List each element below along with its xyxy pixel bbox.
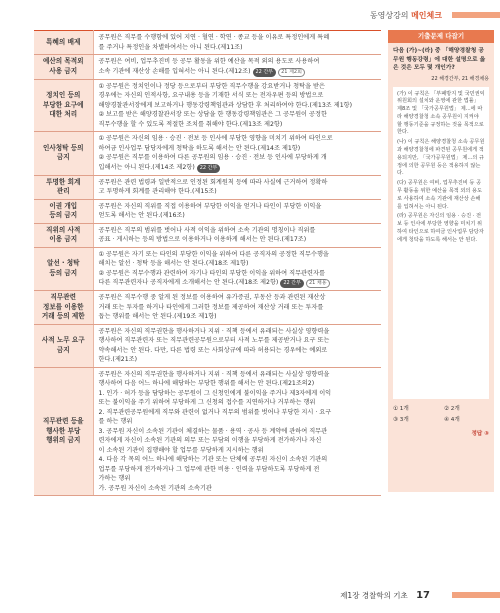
row-content-line: 공무원은 자신의 직무권한을 행사하거나 지위 · 직책 등에서 유래되는 사실상 영향력을 <box>98 327 330 335</box>
row-content <box>93 31 381 55</box>
row-content-line: 하여금 인사업무 담당자에게 청탁을 하도록 해서는 안 된다.(제14조 제1항) <box>98 144 301 152</box>
table-row <box>34 247 381 291</box>
row-label-line: 이권 개입 <box>49 201 78 210</box>
row-label-line: 금지 <box>56 153 70 162</box>
row-label-line: 직위의 사적 <box>46 225 81 234</box>
table-row <box>34 324 381 367</box>
choice-ra: (라) 공무원은 자신의 임용 · 승진 · 전보 등 인사에 부당한 영향을 미치기 위하여 타인으로 하여금 인사업무 담당자에게 청탁을 하도록 해서는 안 된다. <box>397 213 484 243</box>
row-label-line: 특혜의 배제 <box>46 37 81 46</box>
row-content-line: 행사하여 다음 어느 하나에 해당하는 부당한 행위를 해서는 안 된다.(제21조의2) <box>98 380 315 387</box>
row-content-line: 4. 다음 각 목의 어느 하나에 해당하는 기관 또는 단체에 공무원 자신이 소속된 기관의 <box>98 456 328 463</box>
table-row <box>34 132 381 176</box>
row-content-line: 거래 또는 투자를 하거나 타인에게 그러한 정보를 제공하여 재산상 거래 또는 투자를 <box>98 303 324 311</box>
row-label-line: 부당한 요구에 <box>42 100 84 109</box>
row-content-line: 공표 · 게시하는 등의 방법으로 이용하거나 이용하게 해서는 안 된다.(제17조) <box>98 236 307 243</box>
choice-ga: (가) 이 규칙은 「부패방지 및 국민권익위원회의 설치와 운영에 관한 법률」 제8조 및 「국가공무원법」 제...에 따라 해양경찰청 소속 공무원이 지켜야 할 행동기준을 규정하는 것을 목적으로 한다. <box>397 90 485 136</box>
row-content-line: 3. 공무원 자신이 소속된 기관이 체결하는 물품 · 용역 · 공사 등 계약에 관하여 직무관 <box>98 427 328 435</box>
row-content <box>93 79 381 132</box>
table-row <box>34 55 381 80</box>
row-label <box>34 247 93 291</box>
row-content <box>93 367 381 496</box>
exam-choices-box <box>393 87 489 399</box>
row-content-line: 업무를 부당하게 전가하거나 그 업무에 관한 비용 · 인력을 부담하도록 부당하게 전 <box>98 465 320 473</box>
exam-panel-header: 기출문제 다잡기 <box>388 30 494 43</box>
row-content-line: 이 소속된 기관이 집행해야 할 업무를 부당하게 지시하는 행위 <box>98 446 264 454</box>
table-row <box>34 291 381 325</box>
row-content-line: 행사하여 직무관련자 또는 직무관련공무원으로부터 사적 노무를 제공받거나 요구 또는 <box>98 337 330 344</box>
row-content-line: 가. 공무원 자신이 소속된 기관의 소속기관 <box>98 484 212 492</box>
footer-decoration <box>452 592 500 598</box>
row-content-line: 를 주거나 특정인을 차별하여서는 아니 된다.(제11조) <box>98 43 243 51</box>
row-label-line: 정보를 이용한 <box>42 302 84 311</box>
row-label-line: 대한 처리 <box>49 110 78 118</box>
option-4: ④ 4개 <box>444 416 460 423</box>
row-content-line: 공무원은 직무의 범위를 벗어나 사적 이익을 위하여 소속 기관의 명칭이나 직위를 <box>98 226 316 234</box>
row-content-line: ① 공무원은 자기 또는 타인의 부당한 이익을 위하여 다른 공직자의 공정한 직무수행을 <box>98 250 329 258</box>
row-label <box>34 175 93 199</box>
row-content-line: ② 공무원은 직무를 이용하여 다른 공무원의 임용 · 승진 · 전보 등 인사에 부당하게 개 <box>98 154 327 161</box>
table-row <box>34 31 381 55</box>
page-number: 17 <box>416 590 430 601</box>
row-content-line: 또는 불이익을 주기 위하여 부당하게 그 신청의 접수를 지연하거나 거부하는 행위 <box>98 399 316 406</box>
exam-question: 다음 (가)~(라) 중 「해양경찰청 공무원 행동강령」에 대한 설명으로 옳은 것은 모두 몇 개인가? <box>393 48 486 71</box>
header-title-text: 동영상강의 <box>369 11 409 20</box>
page-footer <box>340 590 430 601</box>
row-label <box>34 223 93 247</box>
row-content <box>93 175 381 199</box>
row-label-line: 정치인 등의 <box>46 91 81 99</box>
table-row <box>34 175 381 199</box>
row-label <box>34 199 93 223</box>
row-content-line: 해양경찰관서장에게 보고하거나 행동강령책임관과 상담한 후 처리하여야 한다.(제13조 제1항) <box>98 101 353 109</box>
option-1: ① 1개 <box>393 405 409 412</box>
answer: 정답 ③ <box>471 430 489 437</box>
option-3: ③ 3개 <box>393 416 409 423</box>
row-label <box>34 31 93 55</box>
row-content-line: 를 하는 행위 <box>98 418 133 425</box>
row-label-line: 행위의 금지 <box>46 436 81 444</box>
header-decoration <box>452 12 500 18</box>
row-label <box>34 367 93 496</box>
table-row <box>34 223 381 247</box>
row-label <box>34 291 93 325</box>
option-2: ② 2개 <box>444 405 460 412</box>
table-row <box>34 367 381 496</box>
exam-panel <box>388 30 494 492</box>
row-content-line: 경우에는 자신의 인적사항, 요구내용 등을 기재한 서식 또는 전자우편 등의 방법으로 <box>98 92 324 99</box>
row-content-line: 다른 직무관련자나 공직자에게 소개해서는 안 된다.(제18조 제2항) 22 간부 21 채용 <box>99 278 377 288</box>
exam-question-source: 22 해경간부, 21 해경채용 <box>431 75 489 82</box>
row-content-line: 공무원은 여비, 업무추진비 등 공무 활동을 위한 예산을 목적 외의 용도로 사용하여 <box>98 58 320 65</box>
exam-mark-badge: 22 간부 <box>253 68 277 77</box>
row-content-line: ① 공무원은 정치인이나 정당 등으로부터 부당한 직무수행을 강요받거나 청탁을 받은 <box>98 82 325 90</box>
header-tag: 메인체크 <box>411 11 442 20</box>
exam-mark-badge: 22 간부 <box>197 164 221 173</box>
row-content <box>93 324 381 367</box>
row-content-line: ② 공무원은 직무수행과 관련하여 자기나 타인의 부당한 이익을 위하여 직무관련자를 <box>98 269 325 277</box>
row-label-line: 금지 <box>56 345 70 354</box>
row-content <box>93 132 381 176</box>
row-content-line: 직무수행을 할 수 있도록 적절한 조치를 취해야 한다.(제13조 제2항) <box>98 120 283 128</box>
choice-da: (다) 공무원은 여비, 업무추진비 등 공무 활동을 위한 예산을 목적 외의 용도로 사용하여 소속 기관에 재산상 손해를 입혀서는 아니 된다. <box>397 180 483 210</box>
row-label-line: 이용 금지 <box>49 235 78 243</box>
row-content <box>93 55 381 80</box>
row-content-line: 공무원은 자신의 직무권한을 행사하거나 지위 · 직책 등에서 유래되는 사실상 영향력을 <box>98 370 330 378</box>
row-content-line: 공무원은 직무를 수행함에 있어 지연 · 혈연 · 학연 · 종교 등을 이유로 특정인에게 특혜 <box>98 34 330 41</box>
row-content <box>93 223 381 247</box>
row-content-line: 해치는 알선 · 청탁 등을 해서는 안 된다.(제18조 제1항) <box>98 260 249 267</box>
row-label-line: 관리 <box>56 187 70 195</box>
exam-mark-badge: 22 간부 <box>280 279 304 288</box>
row-content-line: 가하는 행위 <box>98 475 131 482</box>
exam-mark-badge: 21 채용 <box>306 279 330 288</box>
row-label-line: 직무관련 등을 <box>42 417 84 425</box>
code-of-conduct-table <box>34 30 381 496</box>
row-label-line: 사용 금지 <box>49 66 78 75</box>
row-label-line: 예산의 목적외 <box>42 57 84 66</box>
row-content <box>93 247 381 291</box>
row-label-line: 직무관련 <box>50 293 76 301</box>
row-content-line: 돕는 행위를 해서는 안 된다.(제19조 제1항) <box>98 313 217 320</box>
row-label-line: 인사청탁 등의 <box>42 143 84 152</box>
row-label-line: 사적 노무 요구 <box>41 336 85 344</box>
row-content-line: 한다.(제21조) <box>98 356 138 363</box>
row-content-line: 공무원은 직무수행 중 알게 된 정보를 이용하여 유가증권, 부동산 등과 관련된 재산상 <box>98 294 326 301</box>
row-content-line: ② 보고를 받은 해양경찰관서장 또는 상담을 한 행동강령책임관은 그 공무원이 공정한 <box>98 111 327 118</box>
row-content <box>93 199 381 223</box>
row-label <box>34 324 93 367</box>
row-content-line: 소속 기관에 재산상 손해를 입혀서는 아니 된다.(제12조) 22 간부 21 제2회 <box>99 67 377 77</box>
chapter-title: 제1장 경찰학의 기초 <box>340 591 408 600</box>
choice-na: (나) 이 규칙은 해양경찰청 소속 공무원과 해양경찰청에 파견된 공무원에게 적용되지만, 「국가공무원법」 제...의 규정에 의한 공무원 등은 적용하지 않는다. <box>397 139 485 177</box>
row-label-line: 거래 등의 제한 <box>41 312 85 320</box>
table-row <box>34 199 381 223</box>
header-title <box>370 10 442 21</box>
answer-options <box>393 405 489 424</box>
row-content-line: 공무원은 관련 법령과 일반적으로 인정된 회계원칙 등에 따라 사실에 근거하여 정확하 <box>98 178 328 186</box>
row-content <box>93 291 381 325</box>
row-label-line: 등의 금지 <box>49 268 78 277</box>
row-content-line: 1. 인가 · 허가 등을 담당하는 공무원이 그 신청인에게 불이익을 주거나 제3자에게 이익 <box>98 389 332 397</box>
row-content-line: 2. 직무관련공무원에게 직무와 관련이 없거나 직무의 범위를 벗어나 부당한 지시 · 요구 <box>98 408 332 416</box>
row-label <box>34 79 93 132</box>
row-content-line: 얻도록 해서는 안 된다.(제16조) <box>98 212 185 219</box>
exam-mark-badge: 21 제2회 <box>278 68 305 77</box>
row-content-line: 입해서는 아니 된다.(제14조 제2항) 22 간부 <box>99 163 377 173</box>
row-label-line: 행사한 부당 <box>46 426 81 435</box>
row-content-line: 약속해서는 안 된다. 다만, 다른 법령 또는 사회상규에 따라 허용되는 경우에는 예외로 <box>98 346 328 354</box>
row-label-line: 등의 금지 <box>49 211 78 219</box>
row-content-line: 공무원은 자신의 직위를 직접 이용하여 부당한 이익을 얻거나 타인이 부당한 이익을 <box>98 202 322 210</box>
row-label <box>34 55 93 80</box>
row-content-line: 련자에게 자신이 소속된 기관의 의무 또는 부담의 이행을 부당하게 전가하거나 자신 <box>98 437 322 444</box>
row-content-line: 고 투명하게 회계를 관리해야 한다.(제15조) <box>98 188 217 195</box>
row-label <box>34 132 93 176</box>
row-label-line: 알선 · 청탁 <box>46 259 80 268</box>
table-row <box>34 79 381 132</box>
row-label-line: 투명한 회계 <box>46 177 81 186</box>
row-content-line: ① 공무원은 자신의 임용 · 승진 · 전보 등 인사에 부당한 영향을 미치기 위하여 타인으로 <box>98 135 333 142</box>
